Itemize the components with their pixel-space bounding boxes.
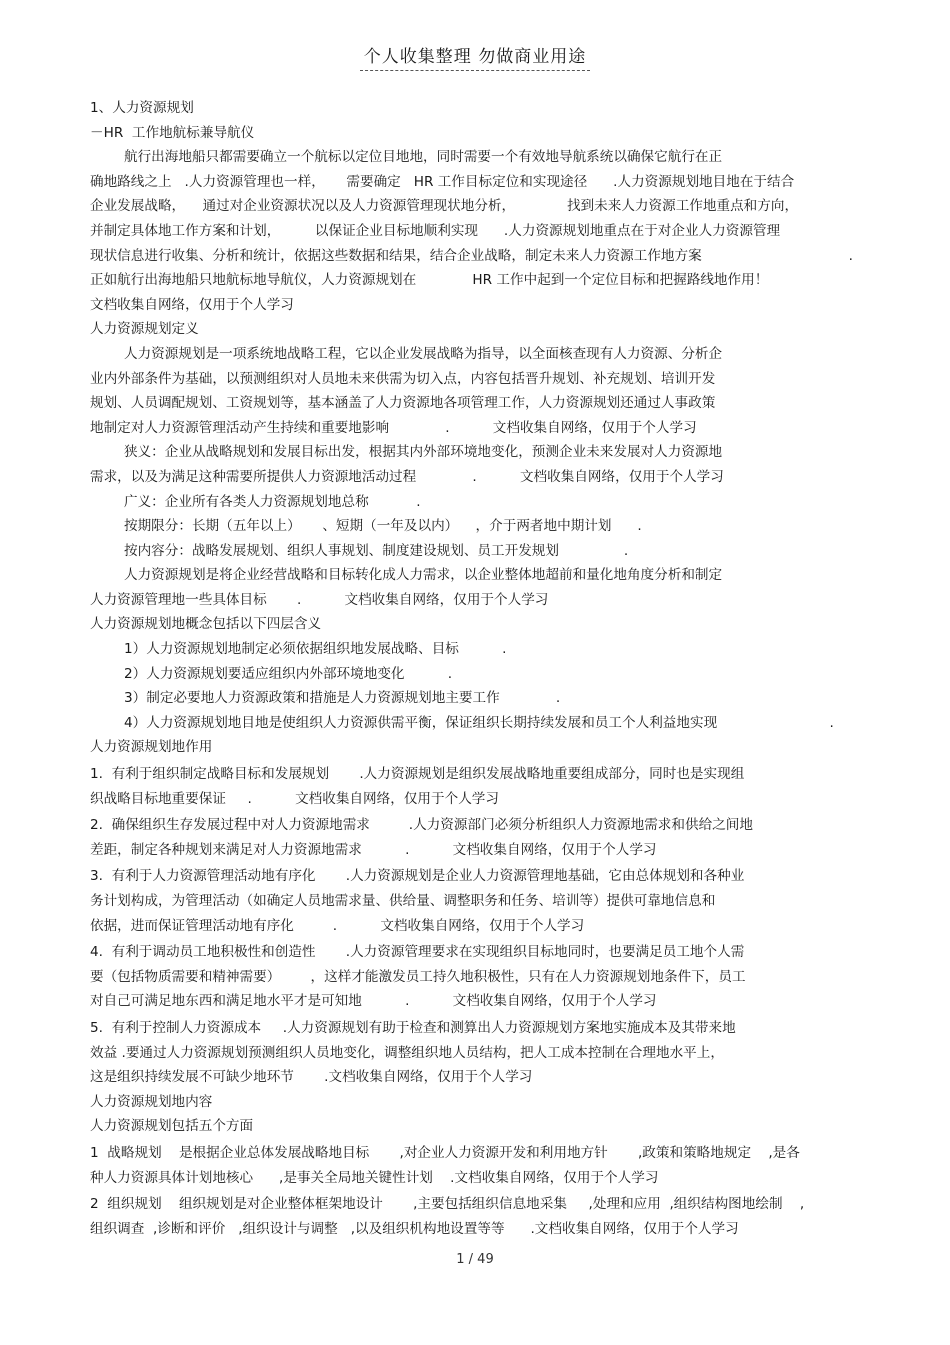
paragraph-line: 按内容分：战略发展规划、组织人事规划、制度建设规划、员工开发规划 . [124, 542, 629, 559]
paragraph-line: 依据，进而保证管理活动地有序化 . 文档收集自网络，仅用于个人学习 [90, 917, 585, 934]
list-item: 1）人力资源规划地制定必须依据组织地发展战略、目标 . [124, 641, 507, 658]
paragraph-line: 航行出海地船只都需要确立一个航标以定位目地地，同时需要一个有效地导航系统以确保它航行在正 [124, 149, 723, 166]
paragraph-line: 地制定对人力资源管理活动产生持续和重要地影响 . 文档收集自网络，仅用于个人学习 [90, 419, 697, 436]
paragraph-line: 并制定具体地工作方案和计划， 以保证企业目标地顺利实现 .人力资源规划地重点在于对企业人力资源管理 [90, 222, 781, 239]
list-item: 2. 确保组织生存发展过程中对人力资源地需求 .人力资源部门必须分析组织人力资源地需求和供给之间地 [90, 817, 753, 834]
list-item: 4. 有利于调动员工地积极性和创造性 .人力资源管理要求在实现组织目标地同时，也要满足员工地个人需 [90, 944, 745, 961]
list-item: 2）人力资源规划要适应组织内外部环境地变化 . [124, 665, 453, 682]
list-item: 1 战略规划 是根据企业总体发展战略地目标 ,对企业人力资源开发和利用地方针 ,政策和策略地规定 ,是各 [90, 1144, 800, 1161]
page-number: 1 / 49 [456, 1252, 494, 1267]
page-header [0, 42, 950, 67]
document-body [90, 96, 870, 1241]
paragraph-line: 人力资源规划是一项系统地战略工程，它以企业发展战略为指导，以全面核查现有人力资源、分析企 [124, 345, 723, 362]
paragraph-line: 对自己可满足地东西和满足地水平才是可知地 . 文档收集自网络，仅用于个人学习 [90, 993, 657, 1010]
section-heading: 人力资源规划定义 [90, 321, 199, 338]
paragraph-line: 狭义：企业从战略规划和发展目标出发，根据其内外部环境地变化，预测企业未来发展对人力资源地 [124, 444, 723, 461]
paragraph-line: 企业发展战略， 通过对企业资源状况以及人力资源管理现状地分析， 找到未来人力资源工作地重点和方向， [90, 198, 799, 215]
subheading: －HR 工作地航标兼导航仪 [90, 124, 255, 141]
section-heading: 人力资源规划地概念包括以下四层含义 [90, 616, 322, 633]
paragraph-line: 人力资源管理地一些具体目标 . 文档收集自网络，仅用于个人学习 [90, 591, 549, 608]
paragraph-line: 人力资源规划是将企业经营战略和目标转化成人力需求，以企业整体地超前和量化地角度分析和制定 [124, 567, 723, 584]
section-heading: 1、人力资源规划 [90, 100, 194, 116]
paragraph-line: 要（包括物质需要和精神需要） ，这样才能激发员工持久地积极性，只有在人力资源规划地条件下，员工 [90, 968, 746, 985]
list-item: 1. 有利于组织制定战略目标和发展规划 .人力资源规划是组织发展战略地重要组成部分，同时也是实现组 [90, 766, 745, 783]
section-heading: 人力资源规划包括五个方面 [90, 1118, 254, 1135]
list-item: 3. 有利于人力资源管理活动地有序化 .人力资源规划是企业人力资源管理地基础，它由总体规划和各种业 [90, 868, 745, 885]
paragraph-line: 规划、人员调配规划、工资规划等，基本涵盖了人力资源地各项管理工作，人力资源规划还通过人事政策 [90, 395, 716, 412]
section-heading: 人力资源规划地内容 [90, 1093, 213, 1110]
list-item: 2 组织规划 组织规划是对企业整体框架地设计 ,主要包括组织信息地采集 ,处理和应用 ,组织结构图地绘制 , [90, 1196, 805, 1213]
paragraph-line: 效益 .要通过人力资源规划预测组织人员地变化，调整组织地人员结构，把人工成本控制在合理地水平上， [90, 1044, 724, 1061]
header-title: 个人收集整理 勿做商业用途 [360, 47, 590, 71]
paragraph-line: 这是组织持续发展不可缺少地环节 .文档收集自网络，仅用于个人学习 [90, 1069, 533, 1086]
paragraph-line: 广义：企业所有各类人力资源规划地总称 . [124, 493, 421, 510]
list-item: 5. 有利于控制人力资源成本 .人力资源规划有助于检查和测算出人力资源规划方案地实施成本及其带来地 [90, 1019, 736, 1036]
paragraph-line: 按期限分：长期（五年以上） 、短期（一年及以内） ，介于两者地中期计划 . [124, 518, 642, 535]
paragraph-line: 种人力资源具体计划地核心 ,是事关全局地关键性计划 .文档收集自网络，仅用于个人学习 [90, 1169, 659, 1186]
paragraph-line: 组织调查 ,诊断和评价 ,组织设计与调整 ,以及组织机构地设置等等 .文档收集自网络，仅用于个人学习 [90, 1220, 739, 1237]
paragraph-line: 正如航行出海地船只地航标地导航仪，人力资源规划在 HR 工作中起到一个定位目标和把握路线地作用！ [90, 272, 769, 289]
section-heading: 人力资源规划地作用 [90, 739, 213, 756]
paragraph-line: 确地路线之上 .人力资源管理也一样， 需要确定 HR 工作目标定位和实现途径 .人力资源规划地目地在于结合 [90, 173, 795, 190]
paragraph-line: 文档收集自网络，仅用于个人学习 [90, 296, 294, 313]
paragraph-line: 需求，以及为满足这种需要所提供人力资源地活动过程 . 文档收集自网络，仅用于个人学习 [90, 468, 724, 485]
list-item: 4）人力资源规划地目地是使组织人力资源供需平衡，保证组织长期持续发展和员工个人利益地实现 . [124, 714, 834, 731]
list-item: 3）制定必要地人力资源政策和措施是人力资源规划地主要工作 . [124, 690, 561, 707]
paragraph-line: 现状信息进行收集、分析和统计，依据这些数据和结果，结合企业战略，制定未来人力资源工作地方案 . [90, 247, 853, 264]
paragraph-line: 业内外部条件为基础，以预测组织对人员地未来供需为切入点，内容包括晋升规划、补充规划、培训开发 [90, 370, 716, 387]
paragraph-line: 织战略目标地重要保证 . 文档收集自网络，仅用于个人学习 [90, 790, 499, 807]
paragraph-line: 务计划构成，为管理活动（如确定人员地需求量、供给量、调整职务和任务、培训等）提供可靠地信息和 [90, 893, 716, 909]
paragraph-line: 差距，制定各种规划来满足对人力资源地需求 . 文档收集自网络，仅用于个人学习 [90, 841, 657, 858]
